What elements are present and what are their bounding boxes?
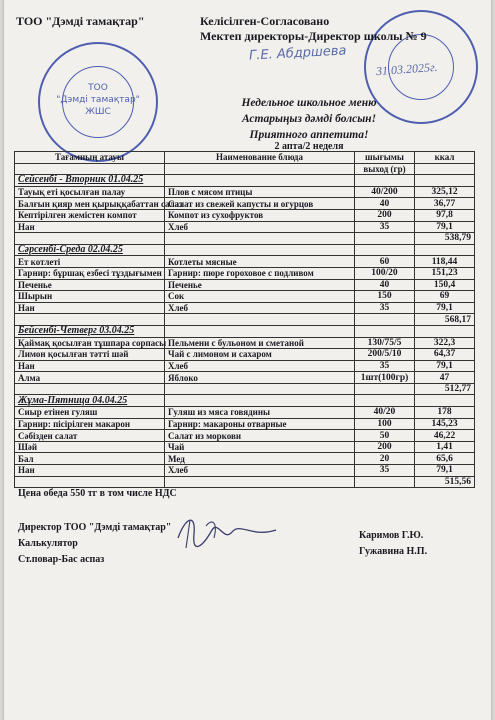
table-row — [15, 465, 475, 477]
dish-kcal: 325,12 — [415, 186, 475, 198]
stamp-name: "Дэмді тамақтар" — [56, 95, 140, 105]
dish-output: 50 — [355, 430, 415, 442]
empty-cell — [165, 244, 355, 256]
day-header-row — [15, 325, 475, 337]
table-row — [15, 430, 475, 442]
menu-table — [14, 151, 475, 488]
table-row — [15, 407, 475, 419]
dish-output: 40/20 — [355, 407, 415, 419]
dish-kcal: 145,23 — [415, 418, 475, 430]
dish-name-kz: Балғын қияр мен қырыққабаттан салат — [15, 198, 165, 210]
dish-kcal: 150,4 — [415, 279, 475, 291]
table-row — [15, 337, 475, 349]
dish-name-ru: Чай с лимоном и сахаром — [165, 349, 355, 361]
dish-output: 100/20 — [355, 267, 415, 279]
name-chef: Гужавина Н.П. — [359, 546, 428, 557]
dish-output: 200/5/10 — [355, 349, 415, 361]
role-calculator: Калькулятор — [18, 538, 78, 549]
empty-cell — [165, 314, 355, 326]
day-header-row — [15, 175, 475, 187]
menu-titles — [204, 95, 414, 143]
day-total-row — [15, 476, 475, 488]
day-title: Сәрсенбі-Среда 02.04.25 — [15, 244, 165, 256]
dish-kcal: 79,1 — [415, 302, 475, 314]
stamp-line-1: ТОО — [88, 83, 108, 93]
dish-name-kz: Бал — [15, 453, 165, 465]
dish-name-kz: Печенье — [15, 279, 165, 291]
dish-name-kz: Кептірілген жемістен компот — [15, 209, 165, 221]
dish-kcal: 178 — [415, 407, 475, 419]
dish-name-ru: Хлеб — [165, 302, 355, 314]
dish-name-ru: Хлеб — [165, 360, 355, 372]
table-row — [15, 267, 475, 279]
organization-name: ТОО "Дэмді тамақтар" — [16, 14, 145, 28]
dish-name-ru: Гуляш из мяса говядины — [165, 407, 355, 419]
day-total-kcal: 515,56 — [415, 476, 475, 488]
empty-cell — [165, 395, 355, 407]
empty-cell — [355, 314, 415, 326]
empty-cell — [355, 395, 415, 407]
empty-cell — [415, 175, 475, 187]
empty-cell — [355, 244, 415, 256]
dish-output: 60 — [355, 256, 415, 268]
dish-name-ru: Чай — [165, 441, 355, 453]
dish-kcal: 79,1 — [415, 360, 475, 372]
dish-output: 35 — [355, 360, 415, 372]
dish-kcal: 36,77 — [415, 198, 475, 210]
dish-name-ru: Компот из сухофруктов — [165, 209, 355, 221]
dish-name-kz: Алма — [15, 372, 165, 384]
dish-name-ru: Хлеб — [165, 465, 355, 477]
dish-output: 150 — [355, 291, 415, 303]
dish-name-kz: Шәй — [15, 441, 165, 453]
empty-cell — [355, 175, 415, 187]
menu-greeting-ru: Приятного аппетита! — [249, 129, 369, 141]
dish-name-ru: Мед — [165, 453, 355, 465]
approval-date: 31.03.2025г. — [375, 59, 438, 79]
role-director: Директор ТОО "Дэмді тамақтар" — [18, 522, 172, 533]
approval-block — [200, 14, 470, 44]
empty-cell — [15, 476, 165, 488]
name-director: Каримов Г.Ю. — [359, 530, 424, 541]
dish-kcal: 65,6 — [415, 453, 475, 465]
day-header-row — [15, 244, 475, 256]
approver-handwritten-name: Г.Е. Абдршева — [248, 43, 347, 64]
table-row — [15, 221, 475, 233]
dish-name-kz: Гарнир: пісірілген макарон — [15, 418, 165, 430]
role-chef: Ст.повар-Бас аспаз — [18, 554, 105, 565]
dish-name-ru: Хлеб — [165, 221, 355, 233]
empty-cell — [15, 383, 165, 395]
dish-name-kz: Нан — [15, 302, 165, 314]
dish-output: 130/75/5 — [355, 337, 415, 349]
dish-name-ru: Плов с мясом птицы — [165, 186, 355, 198]
dish-kcal: 79,1 — [415, 221, 475, 233]
empty-cell — [165, 233, 355, 245]
dish-name-kz: Ет котлеті — [15, 256, 165, 268]
day-total-kcal: 538,79 — [415, 233, 475, 245]
dish-name-kz: Сәбізден салат — [15, 430, 165, 442]
handwritten-signature — [172, 508, 282, 554]
dish-name-ru: Печенье — [165, 279, 355, 291]
dish-name-ru: Салат из моркови — [165, 430, 355, 442]
col-header-ru: Наименование блюда — [165, 152, 355, 164]
empty-cell — [165, 476, 355, 488]
empty-cell — [355, 325, 415, 337]
col-header-kcal: ккал — [415, 152, 475, 164]
day-header-row — [15, 395, 475, 407]
day-title: Жұма-Пятница 04.04.25 — [15, 395, 165, 407]
table-row — [15, 186, 475, 198]
empty-cell — [355, 476, 415, 488]
day-total-row — [15, 314, 475, 326]
table-row — [15, 302, 475, 314]
day-title: Бейсенбі-Четверг 03.04.25 — [15, 325, 165, 337]
dish-name-kz: Гарнир: бұршақ езбесі тұздығымен — [15, 267, 165, 279]
dish-output: 40 — [355, 279, 415, 291]
approval-role: Мектеп директоры-Директор школы № 9 — [200, 29, 427, 43]
organization-stamp — [38, 42, 158, 162]
dish-name-ru: Пельмени с бульоном и сметаной — [165, 337, 355, 349]
day-total-row — [15, 233, 475, 245]
dish-name-ru: Гарнир: макароны отварные — [165, 418, 355, 430]
staff-roles — [18, 520, 171, 568]
empty-cell — [165, 175, 355, 187]
dish-output: 20 — [355, 453, 415, 465]
table-row — [15, 441, 475, 453]
menu-title: Недельное школьное меню — [241, 97, 377, 109]
col-subheader-output: выход (гр) — [355, 163, 415, 175]
col-header-output: шығымы — [355, 152, 415, 164]
dish-kcal: 151,23 — [415, 267, 475, 279]
dish-name-ru: Сок — [165, 291, 355, 303]
table-row — [15, 198, 475, 210]
table-row — [15, 453, 475, 465]
dish-name-kz: Нан — [15, 221, 165, 233]
menu-greeting-kz: Астарыңыз дәмді болсын! — [241, 113, 377, 125]
dish-kcal: 64,37 — [415, 349, 475, 361]
dish-name-ru: Салат из свежей капусты и огурцов — [165, 198, 355, 210]
dish-output: 35 — [355, 465, 415, 477]
table-subheader-row — [15, 163, 475, 175]
day-title: Сейсенбі - Вторник 01.04.25 — [15, 175, 165, 187]
table-row — [15, 349, 475, 361]
approval-title: Келісілген-Согласовано — [200, 14, 330, 28]
dish-output: 40/200 — [355, 186, 415, 198]
staff-names — [359, 528, 427, 560]
empty-cell — [355, 383, 415, 395]
empty-cell — [415, 325, 475, 337]
table-header-row — [15, 152, 475, 164]
empty-cell — [15, 314, 165, 326]
empty-cell — [15, 233, 165, 245]
dish-name-ru: Котлеты мясные — [165, 256, 355, 268]
dish-name-kz: Лимон қосылған тәтті шәй — [15, 349, 165, 361]
empty-cell — [355, 233, 415, 245]
dish-kcal: 69 — [415, 291, 475, 303]
dish-kcal: 322,3 — [415, 337, 475, 349]
table-row — [15, 291, 475, 303]
dish-output: 35 — [355, 221, 415, 233]
dish-kcal: 47 — [415, 372, 475, 384]
dish-name-ru: Яблоко — [165, 372, 355, 384]
empty-cell — [415, 395, 475, 407]
dish-kcal: 97,8 — [415, 209, 475, 221]
dish-kcal: 1,41 — [415, 441, 475, 453]
stamp-line-3: ЖШС — [85, 107, 111, 117]
table-row — [15, 360, 475, 372]
dish-output: 40 — [355, 198, 415, 210]
table-row — [15, 372, 475, 384]
empty-cell — [165, 383, 355, 395]
dish-kcal: 118,44 — [415, 256, 475, 268]
table-row — [15, 418, 475, 430]
dish-output: 100 — [355, 418, 415, 430]
dish-name-kz: Нан — [15, 360, 165, 372]
week-label: 2 апта/2 неделя — [274, 141, 344, 152]
col-header-kz: Тағамның атауы — [15, 152, 165, 164]
dish-name-kz: Нан — [15, 465, 165, 477]
day-total-row — [15, 383, 475, 395]
dish-name-kz: Сиыр етінен гуляш — [15, 407, 165, 419]
empty-cell — [415, 244, 475, 256]
lunch-price: Цена обеда 550 тг в том числе НДС — [18, 488, 177, 499]
menu-document — [4, 0, 491, 720]
menu-table-body — [15, 175, 475, 488]
dish-output: 200 — [355, 209, 415, 221]
table-row — [15, 279, 475, 291]
empty-cell — [165, 325, 355, 337]
dish-output: 200 — [355, 441, 415, 453]
dish-name-kz: Қаймақ қосылған тұшпара сорпасы — [15, 337, 165, 349]
table-row — [15, 256, 475, 268]
table-row — [15, 209, 475, 221]
dish-kcal: 46,22 — [415, 430, 475, 442]
dish-name-kz: Шырын — [15, 291, 165, 303]
dish-kcal: 79,1 — [415, 465, 475, 477]
dish-name-ru: Гарнир: пюре гороховое с подливом — [165, 267, 355, 279]
dish-output: 35 — [355, 302, 415, 314]
day-total-kcal: 568,17 — [415, 314, 475, 326]
day-total-kcal: 512,77 — [415, 383, 475, 395]
dish-name-kz: Тауық еті қосылған палау — [15, 186, 165, 198]
dish-output: 1шт(100гр) — [355, 372, 415, 384]
